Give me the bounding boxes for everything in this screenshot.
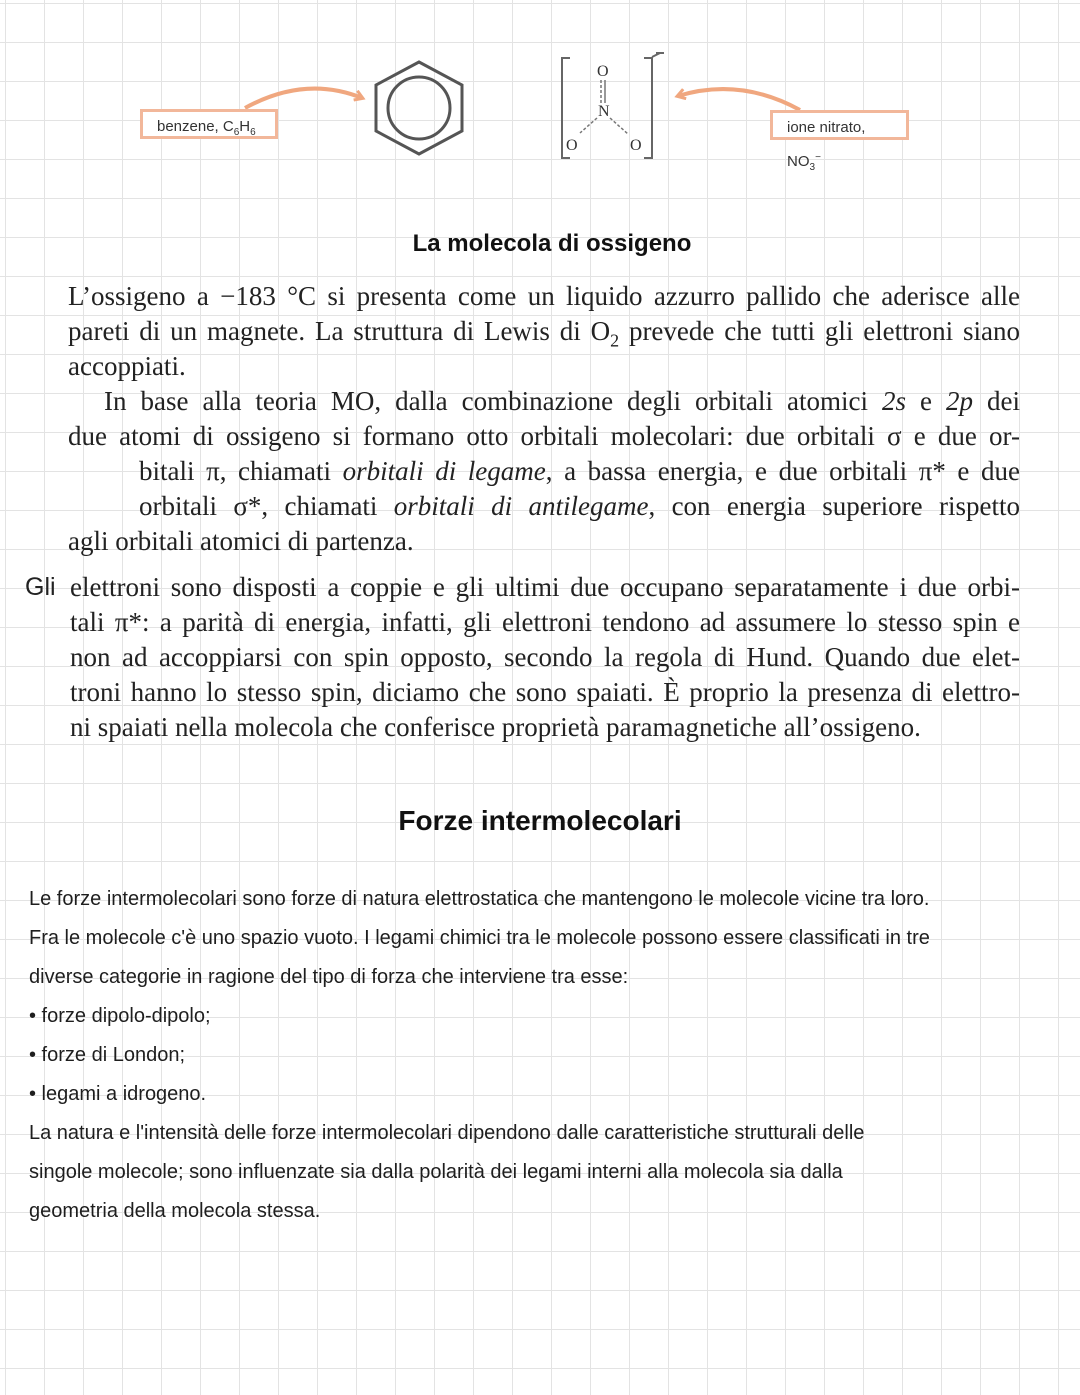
text-line: Le forze intermolecolari sono forze di natura elettrostatica che mantengono le molecole vicine tra loro. (29, 888, 930, 910)
section-title-forces: Forze intermolecolari (398, 805, 682, 836)
atom-n: N (598, 103, 610, 120)
text-line: orbitali σ*, chiamati orbitali di antilegame, con energia superiore rispetto (139, 491, 1020, 521)
paragraph-oxygen-3 (70, 570, 1020, 745)
paragraph-oxygen-1 (68, 279, 1020, 384)
benzene-label: benzene, $C_6H_6$ (140, 109, 278, 139)
text-line: tali π*: a parità di energia, infatti, gli elettroni tendono ad assumere lo stesso spin e (70, 607, 1020, 637)
atom-o-right: O (630, 137, 642, 154)
bullet-item: • legami a idrogeno. (29, 1083, 207, 1105)
atom-o-left: O (566, 137, 578, 154)
atom-o-top: O (597, 63, 609, 80)
text-line: bitali π, chiamati orbitali di legame, a bassa energia, e due orbitali π* e due (139, 456, 1020, 486)
text-line: diverse categorie in ragione del tipo di forza che interviene tra esse: (29, 966, 629, 988)
text-line: pareti di un magnete. La struttura di Lewis di $O_2$ prevede che tutti gli elettroni siano (68, 316, 1020, 351)
paragraph-oxygen-2 (68, 384, 1020, 559)
bullet-item: • forze di London; (29, 1044, 185, 1066)
arrow-to-nitrate (678, 89, 800, 110)
nitrate-label: ione nitrato, $NO_3^-$ (770, 110, 909, 140)
text-line: due atomi di ossigeno si formano otto orbitali molecolari: due orbitali σ e due or- (68, 421, 1020, 451)
arrow-to-benzene (245, 89, 362, 108)
text-line: singole molecole; sono influenzate sia dalla polarità dei legami interni alla molecola sia dalla (29, 1161, 843, 1183)
text-line: L’ossigeno a −183 °C si presenta come un liquido azzurro pallido che aderisce alle (68, 281, 1020, 311)
text-line: non ad accoppiarsi con spin opposto, secondo la regola di Hund. Quando due elet- (70, 642, 1020, 672)
bullet-item: • forze dipolo-dipolo; (29, 1005, 211, 1027)
text-line: geometria della molecola stessa. (29, 1200, 321, 1222)
molecule-figure (0, 40, 1080, 180)
text-line: elettroni sono disposti a coppie e gli ultimi due occupano separatamente i due orbi- (70, 572, 1020, 602)
benzene-ring (376, 62, 462, 154)
handwritten-word-gli: Gli (25, 573, 56, 601)
text-line: In base alla teoria MO, dalla combinazione degli orbitali atomici 2s e 2p dei (104, 386, 1020, 416)
paragraph-forces (29, 880, 1059, 1231)
text-line: Fra le molecole c'è uno spazio vuoto. I legami chimici tra le molecole possono essere classificati in tre (29, 927, 930, 949)
text-line: agli orbitali atomici di partenza. (68, 526, 414, 556)
text-line: troni hanno lo stesso spin, diciamo che sono spaiati. È proprio la presenza di elettro- (70, 677, 1020, 707)
text-line: La natura e l'intensità delle forze intermolecolari dipendono dalle caratteristiche strutturali delle (29, 1122, 865, 1144)
section-title-oxygen: La molecola di ossigeno (412, 230, 692, 257)
text-line: accoppiati. (68, 351, 186, 381)
text-line: ni spaiati nella molecola che conferisce proprietà paramagnetiche all’ossigeno. (70, 712, 921, 742)
